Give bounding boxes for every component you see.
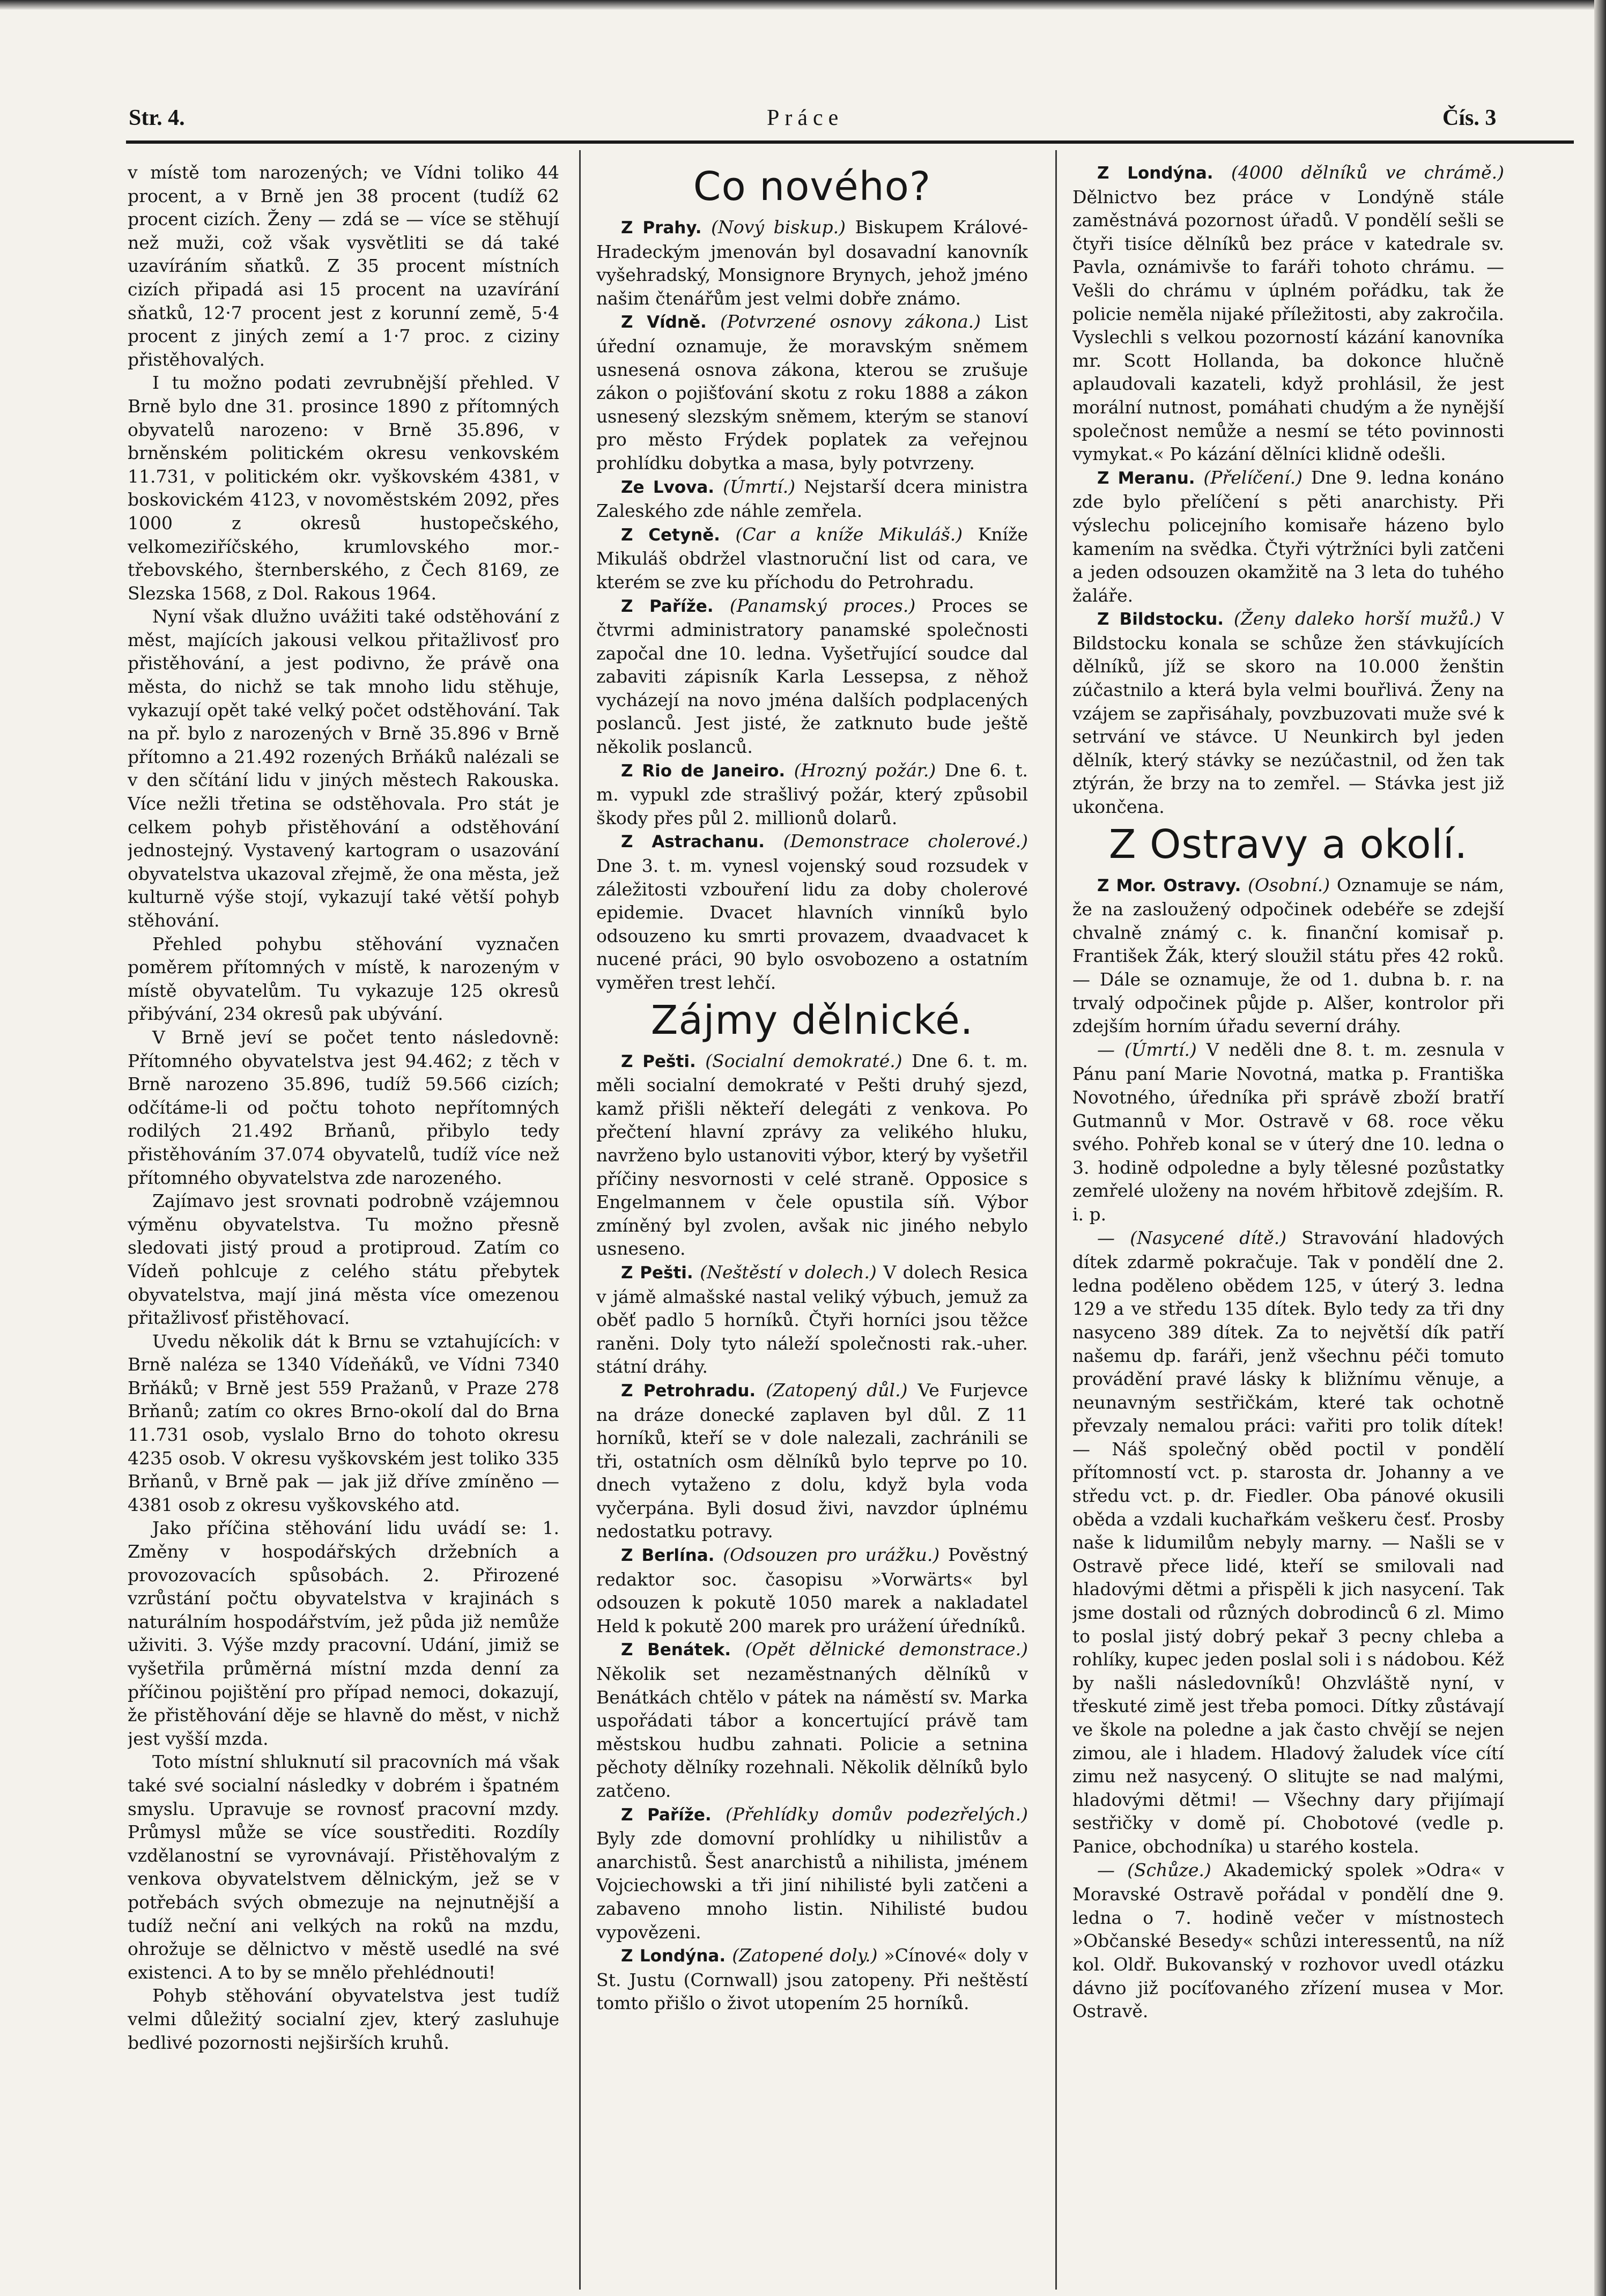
news-item <box>596 1803 1028 1944</box>
news-text: Stravování hladových dítek zdarmě pokračuje. Tak v pondělí dne 2. ledna poděleno obědem 125, v úterý 3. ledna 129 a ve středu 135 dítek. Bylo tedy za tři dny nasyceno 389 dítek. Za to největší dík patří našemu dp. faráři, jenž všechnu péči tomuto provádění pravé lásky k bližnímu věnuje, a neunavným sestřičkám, které tak ochotně převzaly nemalou práci: vařiti pro tolik dítek! — Náš společný oběd poctil v pondělí přítomností vct. p. starosta dr. Johanny a ve středu vct. p. dr. Fiedler. Oba pánové okusili oběda a vzdali kuchařkám veškeru česť. Prosby naše k lidumilům nebyly marny. — Našli se v Ostravě přece lidé, kteří se smilovali nad hladovými dětmi a přispěli k jich nasycení. Tak jsme dostali od různých dobrodinců 6 zl. Mimo to poslal jistý dobrý pekař 3 pecny chleba a rohlíky, kupec jeden poslal soli i s nádobou. Kéž by našli následovníků! Ohzvláště nyní, v třeskuté zimě jest třeba pomoci. Dítky zůstávají ve škole na poledne a jak často chvějí se nejen zimou, ale i hladem. Hladový žaludek více cítí zimu než nasycený. O slitujte se nad malými, hladovými dětmi! — Všechny dary přijímají sestřičky v domě pí. Chobotové (vedle p. Panice, obchodníka) u starého kostela. <box>1072 1227 1504 1857</box>
news-headline: (Osobní.) <box>1248 874 1330 895</box>
news-text: Dne 6. t. m. vypukl zde strašlivý požár, který způsobil škody přes půl 2. millionů dolarů. <box>596 759 1028 828</box>
paragraph: Jako příčina stěhování lidu uvádí se: 1. Změny v hospodářských držebních a provozovacích spůsobách. 2. Přirozené vzrůstání počtu obyvatelstva v krajinách s naturálním hospodářstvím, jež půda již nemůže uživiti. 3. Výše mzdy pracovní. Udání, jimiž se vyšetřila průměrná místní mzda denní za příčinou pojištění pro případ nemoci, dokazují, že přistěhování děje se hlavně do měst, v nichž jest vyšší mzda. <box>128 1517 559 1749</box>
news-item <box>596 1638 1028 1802</box>
news-headline: (Odsouzen pro urážku.) <box>723 1544 940 1566</box>
newspaper-title: Práce <box>767 106 844 130</box>
paragraph: Zajímavo jest srovnati podrobně vzájemnou výměnu obyvatelstva. Tu možno přesně sledovati jistý proud a protiproud. Zatím co Vídeň pohlcuje z celého státu přebytek obyvatelstva, mají jiná města více omezenou přitažlivosť přistěhovací. <box>128 1190 559 1329</box>
news-headline: — (Úmrtí.) <box>1097 1039 1197 1060</box>
news-place: Z Astrachanu. <box>621 832 765 852</box>
news-item <box>596 1944 1028 2015</box>
news-item <box>1072 466 1504 608</box>
news-headline: (Panamský proces.) <box>729 595 916 616</box>
news-place: Z Pešti. <box>621 1051 696 1071</box>
news-text: Biskupem Králové-Hradeckým jmenován byl dosavadní kanovník vyšehradský, Monsignore Brynych, jehož jméno našim čtenářům jest velmi dobře známo. <box>596 217 1028 309</box>
header-rule <box>126 140 1574 144</box>
paragraph: Přehled pohybu stěhování vyznačen poměrem přítomných v místě, k narozeným v místě obyvatelům. Tu vykazuje 125 okresů přibývání, 234 okresů pak ubývání. <box>128 933 559 1025</box>
paragraph: Nyní však dlužno uvážiti také odstěhování z měst, majících jakousi velkou přitažlivosť pro přistěhování, a jest podivno, že právě ona města, do nichž se tak mnoho lidu stěhuje, vykazují opět také velký počet odstěhování. Tak na př. bylo z narozených v Brně 35.896 v Brně přítomno a 21.492 rozených Brňáků nalézali se v den sčítání lidu v jiných městech Rakouska. Více nežli třetina se odstěhovala. Pro stát je celkem pohyb přistěhování a odstěhování jednostejný. Vystavený kartogram o usazování obyvatelstva ukazoval zřejmě, že ona města, jež kulturně výše stojí, vykazují také větší pohyb stěhování. <box>128 606 559 931</box>
news-text: Proces se čtvrmi administratory panamské společnosti započal dne 10. ledna. Vyšetřující soudce dal zabaviti zápisník Karla Lessepsa, z něhož vycházejí na novo jména dalších podplacených poslanců. Jest jisté, že zatknuto bude ještě několik poslanců. <box>596 595 1028 758</box>
news-text: Kníže Mikuláš obdržel vlastnoruční list od cara, ve kterém se zve ku příchodu do Petrohradu. <box>596 523 1028 592</box>
news-place: Z Paříže. <box>621 596 714 616</box>
news-headline: (Nový biskup.) <box>711 217 846 238</box>
news-place: Ze Lvova. <box>621 477 715 497</box>
section-title-zajmy-delnicke: Zájmy dělnické. <box>650 997 974 1043</box>
news-place: Z Londýna. <box>621 1946 726 1966</box>
news-text: V Bildstocku konala se schůze žen stávkujících dělníků, jíž se skoro na 10.000 ženštin zúčastnilo a která byla velmi bouřlivá. Ženy na vzájem se zapřisáhaly, povzbuzovati muže své k setrvání ve stávce. U Neunkirch byl jeden dělník, který stávky se nezúčastnil, od žen tak ztýrán, že brzy na to zemřel. — Stávka jest již ukončena. <box>1072 608 1504 818</box>
news-place: Z Meranu. <box>1097 468 1195 488</box>
news-place: Z Cetyně. <box>621 525 720 545</box>
paragraph: V Brně jeví se počet tento následovně: Přítomného obyvatelstva jest 94.462; z těch v Brně narozeno 35.896, tudíž 59.566 cizích; odčítáme-li od počtu tohoto nepřítomných rodilých 21.492 Brňanů, přibylo tedy přistěhováním 37.074 obyvatelů, tudíž více než přítomného obyvatelstva zde narozeného. <box>128 1026 559 1188</box>
news-place: Z Pešti. <box>621 1263 693 1283</box>
paragraph: v místě tom narozených; ve Vídni toliko 44 procent, a v Brně jen 38 procent (tudíž 62 procent cizích. Ženy — zdá se — více se stěhují než muži, což však vysvětliti se dá také uzavíráním sňatků. Z 35 procent místních cizích připadá asi 15 procent na uzavírání sňatků, 12·7 procent jest z korunní země, 5·4 procent z jiných zemí a 1·7 proc. z ciziny přistěhovalých. <box>128 162 559 370</box>
news-text: Několik set nezaměstnaných dělníků v Benátkách chtělo v pátek na náměstí sv. Marka uspořádati tábor a koncertující právě tam městskou hudbu zahnati. Policie a setnina pěchoty dělníky rozehnali. Několik dělníků bylo zatčeno. <box>596 1663 1028 1801</box>
news-place: Z Londýna. <box>1097 164 1213 183</box>
news-headline: (Socialní demokraté.) <box>705 1050 902 1071</box>
news-headline: (Demonstrace cholerové.) <box>783 831 1028 852</box>
paragraph: I tu možno podati zevrubnější přehled. V Brně bylo dne 31. prosince 1890 z přítomných obyvatelů narozeno: v Brně 35.896, v brněnském politickém okresu venkovském 11.731, v politickém okr. vyškovském 4381, v boskovickém 4123, v novoměstském 2092, přes 1000 z okresů hustopečského, velkomeziříčského, krumlovského mor.-třebovského, šternberského, z Čech 8169, ze Slezska 1568, z Dol. Rakous 1964. <box>128 372 559 604</box>
news-text: Oznamuje se nám, že na zasloužený odpočinek odebéře se zdejší chvalně známý c. k. finanční komisař p. František Žák, který sloužil státu přes 42 roků. — Dále se oznamuje, že od 1. dubna b. r. na trvalý odpočinek půjde p. Alšer, kontrolor při zdejším horním úřadu severní dráhy. <box>1072 874 1504 1037</box>
news-item <box>596 1261 1028 1379</box>
news-text: Pověstný redaktor soc. časopisu »Vorwärts« byl odsouzen k pokutě 1050 marek a nakladatel Held k pokutě 200 marek pro urážení úředníků. <box>596 1544 1028 1636</box>
news-item <box>1072 1858 1504 2023</box>
news-item <box>596 759 1028 830</box>
page-header <box>129 105 1577 137</box>
column-3 <box>1072 161 1504 2290</box>
news-text: Ve Furjevce na dráze donecké zaplaven byl důl. Z 11 horníků, kteří se v dole nalezali, zachránili se tři, ostatních osm dělníků bylo teprve po 10. dnech vytaženo z dolu, když byla voda vyčerpána. Byli dosud živi, navzdor úplnému nedostatku potravy. <box>596 1379 1028 1542</box>
news-text: V neděli dne 8. t. m. zesnula v Pánu paní Marie Novotná, matka p. Františka Novotného, úředníka při správě zboží bratří Gutmannů v Mor. Ostravě v 68. roce věku svého. Pohřeb konal se v úterý dne 10. ledna o 3. hodině odpoledne a byly tělesné pozůstatky zemřelé uloženy na novém hřbitově zdejším. R. i. p. <box>1072 1039 1504 1225</box>
paragraph: Pohyb stěhování obyvatelstva jest tudíž velmi důležitý socialní zjev, který zasluhuje bedlivé pozornosti nejširších kruhů. <box>128 1985 559 2053</box>
news-headline: (Neštěstí v dolech.) <box>700 1261 877 1283</box>
news-headline: — (Nasycené dítě.) <box>1097 1227 1287 1248</box>
news-text: Byly zde domovní prohlídky u nihilistův a anarchistů. Šest anarchistů a nihilista, jménem Vojciechowski a tři jiní nihilisté byli zatčeni a zabaveno mnoho listin. Nihilisté budou vypovězeni. <box>596 1828 1028 1943</box>
news-text: Dne 6. t. m. měli socialní demokraté v Pešti druhý sjezd, kamž přišli někteří delegáti z venkova. Po přečtení hlavní zprávy za velikého hluku, navrženo bylo ustanoviti výbor, který by vyšetřil příčiny nesvornosti v celé straně. Opposice s Engelmannem v čele opustila síň. Výbor zmíněný byl zvolen, avšak nic jiného nebylo usneseno. <box>596 1050 1028 1260</box>
news-item <box>596 829 1028 994</box>
news-place: Z Prahy. <box>621 218 702 238</box>
news-headline: — (Schůze.) <box>1097 1859 1211 1880</box>
news-item <box>596 216 1028 310</box>
paragraph: Uvedu několik dát k Brnu se vztahujících: v Brně naléza se 1340 Vídeňáků, ve Vídni 7340 Brňáků; v Brně jest 559 Pražanů, v Praze 278 Brňanů; zatím co okres Brno-okolí dal do Brna 11.731 osob, vyslalo Brno do tohoto okresu 4235 osob. V okresu vyškovském jest toliko 335 Brňanů, v Brně pak — jak již dříve zmíněno — 4381 osob z okresu vyškovského atd. <box>128 1330 559 1515</box>
news-place: Z Benátek. <box>621 1640 731 1660</box>
news-item <box>596 523 1028 594</box>
news-text: List úřední oznamuje, že moravským sněmem usnesená osnova zákona, kterou se zrušuje zákon o pojišťování skotu z roku 1888 a zákon usnesený slezským sněmem, kterým se stanoví pro město Frýdek poplatek za veřejnou prohlídku dobytka a masa, byly potvrzeny. <box>596 311 1028 473</box>
page-top-edge <box>0 0 1606 10</box>
news-headline: (Ženy daleko horší mužů.) <box>1233 608 1482 629</box>
news-headline: (Opět dělnické demonstrace.) <box>745 1639 1028 1660</box>
news-text: Nejstarší dcera ministra Zaleského zde náhle zemřela. <box>596 476 1028 522</box>
news-item <box>1072 1226 1504 1858</box>
news-headline: (Zatopené doly.) <box>732 1945 878 1966</box>
paragraph: Toto místní shluknutí sil pracovních má však také své socialní následky v dobrém i špatném smyslu. Upravuje se rovnosť pracovní mzdy. Průmysl může se více soustřediti. Rozdíly vzdělanostní se vyrovnávají. Přistěhovalým z venkova obyvatelstvem dělnickým, jež se v potřebách svých obmezuje na nejnutnější a tudíž neční ani velkých na roků na mzdu, ohrožuje se dělnictvo v městě usedlé na své existenci. A to by se mnělo přehlédnouti! <box>128 1751 559 1983</box>
news-place: Z Rio de Janeiro. <box>621 761 786 781</box>
section-title-z-ostravy: Z Ostravy a okolí. <box>1108 821 1468 868</box>
news-headline: (Car a kníže Mikuláš.) <box>735 523 963 545</box>
news-item <box>1072 1038 1504 1226</box>
news-headline: (Hrozný požár.) <box>794 759 936 781</box>
column-divider-1 <box>579 150 581 2290</box>
news-item <box>596 1543 1028 1638</box>
column-2 <box>596 161 1028 2290</box>
news-place: Z Petrohradu. <box>621 1381 756 1401</box>
news-headline: (Úmrtí.) <box>723 476 796 497</box>
column-divider-2 <box>1055 150 1057 2290</box>
news-text: Dělnictvo bez práce v Londýně stále zaměstnává pozornost úřadů. V pondělí sešli se čtyři tisíce dělníků bez práce v katedrale sv. Pavla, oznámivše to faráři tohoto chrámu. — Vešli do chrámu v úplném pořádku, tak že policie neměla nijaké příležitosti, aby zakročila. Vyslechli s velkou pozorností kázání kanovníka mr. Scott Hollanda, ba dokonce hlučně aplaudovali kazateli, když prohlásil, že jest morální nutnost, pomáhati chudým a že nynější společnost nemůže a nesmí se této povinnosti vymykat.« Po kázání dělníci klidně odešli. <box>1072 186 1504 465</box>
news-headline: (Přehlídky domův podezřelých.) <box>726 1803 1028 1825</box>
news-text: Dne 9. ledna konáno zde bylo přelíčení s pěti anarchisty. Při výslechu policejního komisaře házeno bylo kamením na svědka. Čtyři výtržníci byli zatčeni a jeden odsouzen okamžitě na 3 leta do tuhého žaláře. <box>1072 466 1504 606</box>
news-item <box>596 594 1028 759</box>
news-text: Akademický spolek »Odra« v Moravské Ostravě pořádal v pondělí dne 9. ledna o 7. hodině večer v místnostech »Občanské Besedy« schůzi interessentů, na níž kol. Oldř. Bukovanský v rozhovor uvedl otázku dávno již pocíťovaného zřízení musea v Mor. Ostravě. <box>1072 1859 1504 2022</box>
news-place: Z Vídně. <box>621 313 707 332</box>
news-headline: (Přelíčení.) <box>1203 466 1303 488</box>
news-text: Dne 3. t. m. vynesl vojenský soud rozsudek v záležitosti vzbouření lidu za doby cholerové epidemie. Dvacet hlavních vinníků bylo odsouzeno ku smrti provazem, dvaadvacet k nucené práci, 90 bylo osvobozeno a ostatním vyměřen trest lehčí. <box>596 855 1028 993</box>
news-headline: (4000 dělníků ve chrámě.) <box>1231 162 1504 183</box>
issue-number: Čís. 3 <box>1442 106 1497 130</box>
news-place: Z Mor. Ostravy. <box>1097 876 1241 895</box>
news-item <box>596 475 1028 523</box>
news-place: Z Paříže. <box>621 1805 712 1825</box>
news-item <box>1072 161 1504 466</box>
page-number: Str. 4. <box>129 106 185 130</box>
page-right-edge <box>1594 0 1606 2296</box>
news-text: V dolech Resica v jámě almašské nastal veliký výbuch, jemuž za oběť padlo 5 horníků. Čtyři horníci jsou těžce raněni. Doly tyto náleží společnosti rak.-uher. státní dráhy. <box>596 1261 1028 1377</box>
news-headline: (Zatopený důl.) <box>766 1379 908 1401</box>
news-text: »Cínové« doly v St. Justu (Cornwall) jsou zatopeny. Při neštěstí tomto přišlo o život utopením 25 horníků. <box>596 1945 1028 2014</box>
column-1 <box>128 161 559 2290</box>
section-title-co-noveho: Co nového? <box>693 164 931 210</box>
news-item <box>596 310 1028 475</box>
news-place: Z Bildstocku. <box>1097 610 1224 629</box>
news-item <box>1072 607 1504 818</box>
news-item <box>1072 873 1504 1038</box>
news-item <box>596 1379 1028 1543</box>
news-headline: (Potvrzené osnovy zákona.) <box>720 311 981 332</box>
news-item <box>596 1049 1028 1261</box>
news-place: Z Berlína. <box>621 1546 715 1566</box>
